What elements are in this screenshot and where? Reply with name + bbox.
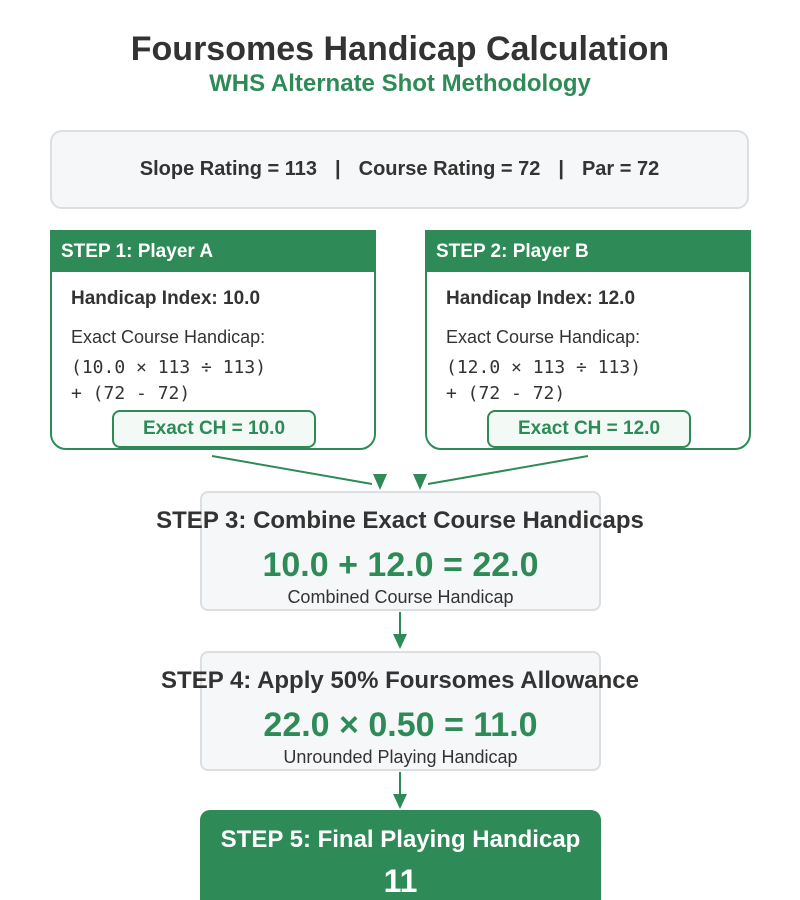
- arrow-line-a: [212, 456, 372, 484]
- formula-line: + (72 - 72): [71, 383, 191, 404]
- formula-line: (10.0 × 113 ÷ 113): [71, 357, 267, 378]
- slope-rating: Slope Rating = 113: [139, 158, 318, 180]
- step4-title: STEP 4: Apply 50% Foursomes Allowance: [161, 667, 639, 694]
- page-title: Foursomes Handicap Calculation: [130, 30, 670, 68]
- step1-header: STEP 1: Player A: [52, 232, 374, 272]
- step4-note: Unrounded Playing Handicap: [283, 747, 518, 767]
- player-a-handicap-index: Handicap Index: 10.0: [71, 288, 261, 309]
- player-b-exact-label: Exact Course Handicap:: [446, 327, 641, 347]
- course-rating: Course Rating = 72: [358, 158, 541, 180]
- page-subtitle: WHS Alternate Shot Methodology: [209, 70, 591, 97]
- step3-equation: 10.0 + 12.0 = 22.0: [262, 546, 539, 584]
- arrow-head-a: [373, 474, 387, 490]
- formula-line: (12.0 × 113 ÷ 113): [446, 357, 642, 378]
- formula-line: + (72 - 72): [446, 383, 566, 404]
- player-b-exact-ch: Exact CH = 12.0: [487, 410, 691, 448]
- arrow-head-step3: [393, 634, 407, 649]
- par: Par = 72: [581, 158, 660, 180]
- player-a-exact-ch: Exact CH = 10.0: [112, 410, 316, 448]
- arrow-head-step4: [393, 794, 407, 809]
- separator: |: [558, 158, 564, 180]
- arrow-head-b: [413, 474, 427, 490]
- final-playing-handicap: 11: [383, 863, 418, 899]
- step3-note: Combined Course Handicap: [287, 587, 514, 607]
- step4-equation: 22.0 × 0.50 = 11.0: [263, 706, 538, 744]
- player-b-handicap-index: Handicap Index: 12.0: [446, 288, 636, 309]
- arrow-line-b: [428, 456, 588, 484]
- separator: |: [335, 158, 341, 180]
- step2-header: STEP 2: Player B: [427, 232, 749, 272]
- step3-title: STEP 3: Combine Exact Course Handicaps: [156, 507, 644, 534]
- step5-title: STEP 5: Final Playing Handicap: [220, 826, 581, 853]
- player-a-exact-label: Exact Course Handicap:: [71, 327, 266, 347]
